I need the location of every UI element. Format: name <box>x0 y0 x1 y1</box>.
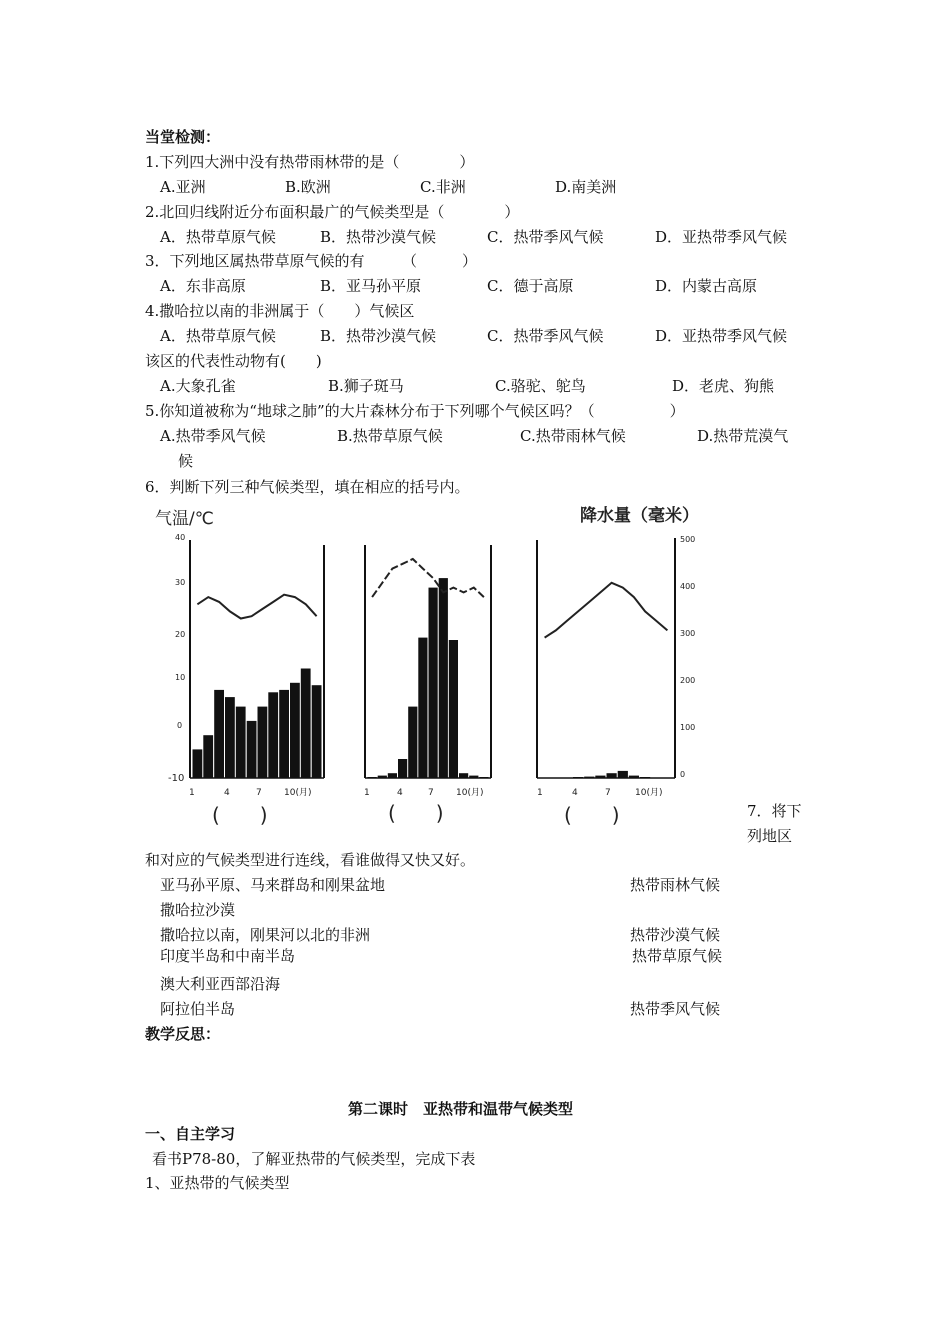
chart-1-temperature-line <box>197 595 316 619</box>
chart-3-precip-bar-8 <box>618 771 628 778</box>
q4-sub-option-c: C.骆驼、鸵鸟 <box>495 377 586 395</box>
precip-tick-200: 200 <box>680 676 696 685</box>
chart-3 <box>537 538 675 778</box>
chart-2-temperature-line <box>372 559 484 597</box>
question-1-stem: 1.下列四大洲中没有热带雨林带的是（ ） <box>145 153 475 171</box>
precip-tick-0: 0 <box>680 770 686 779</box>
chart-1-answer: ( ) <box>212 803 268 827</box>
chart-1-precip-bar-10 <box>290 683 300 778</box>
region-3[interactable]: 撒哈拉以南，刚果河以北的非洲 <box>160 926 371 944</box>
climate-charts <box>150 500 730 845</box>
subtropical-subtitle: 1、亚热带的气候类型 <box>145 1174 290 1192</box>
q7-lead-b: 列地区 <box>747 827 793 845</box>
q4-sub-option-d: D．老虎、狗熊 <box>672 377 775 395</box>
chart-2-precip-bar-7 <box>429 588 438 778</box>
chart-2 <box>365 545 491 778</box>
c3-xtick-1: 1 <box>537 788 543 798</box>
c2-xtick-1: 1 <box>364 788 370 798</box>
c3-xtick-10: 10(月) <box>635 788 663 798</box>
question-2-stem: 2.北回归线附近分布面积最广的气候类型是（ ） <box>145 203 520 221</box>
chart-1-precip-bar-6 <box>247 721 257 778</box>
c2-xtick-4: 4 <box>397 788 403 798</box>
q3-option-a: A．东非高原 <box>160 277 246 295</box>
temp-tick-minus10: -10 <box>168 773 185 784</box>
question-4-stem: 4.撒哈拉以南的非洲属于（ ）气候区 <box>145 302 415 320</box>
chart-2-precip-bar-2 <box>378 776 387 778</box>
c1-xtick-4: 4 <box>224 788 230 798</box>
q4-sub-option-b: B.狮子斑马 <box>328 377 404 395</box>
c3-xtick-7: 7 <box>605 788 611 798</box>
temperature-axis-title: 气温/℃ <box>155 509 214 529</box>
c1-xtick-7: 7 <box>256 788 262 798</box>
climate-3[interactable]: 热带草原气候 <box>632 947 723 965</box>
c2-xtick-7: 7 <box>428 788 434 798</box>
region-2[interactable]: 撒哈拉沙漠 <box>160 901 236 919</box>
q5-option-b: B.热带草原气候 <box>337 427 443 445</box>
chart-3-precip-bar-10 <box>640 777 650 778</box>
climate-4[interactable]: 热带季风气候 <box>630 1000 721 1018</box>
chart-1-precip-bar-7 <box>258 707 268 778</box>
climate-1[interactable]: 热带雨林气候 <box>630 876 721 894</box>
region-4[interactable]: 印度半岛和中南半岛 <box>160 947 296 965</box>
lesson-2-title: 第二课时 亚热带和温带气候类型 <box>348 1100 574 1118</box>
q5-option-d: D.热带荒漠气 <box>697 427 789 445</box>
q1-option-d: D.南美洲 <box>555 178 617 196</box>
chart-1-precip-bar-3 <box>214 690 224 778</box>
section-title: 当堂检测： <box>145 128 221 146</box>
q1-option-c: C.非洲 <box>420 178 466 196</box>
chart-1-precip-bar-11 <box>301 669 311 779</box>
chart-2-precip-bar-3 <box>388 773 397 778</box>
temp-tick-10: 10 <box>175 673 186 682</box>
chart-2-precip-bar-1 <box>368 777 377 778</box>
q5-option-d-wrap: 候 <box>178 452 194 470</box>
q2-option-d: D．亚热带季风气候 <box>655 228 788 246</box>
chart-2-precip-bar-6 <box>418 638 427 778</box>
instruction-text: 看书P78-80，了解亚热带的气候类型，完成下表 <box>152 1150 476 1168</box>
precipitation-axis-title: 降水量（毫米） <box>580 506 699 526</box>
question-4-sub-stem: 该区的代表性动物有( ) <box>145 352 322 370</box>
q2-option-a: A．热带草原气候 <box>160 228 276 246</box>
question-5-stem: 5.你知道被称为“地球之肺”的大片森林分布于下列哪个气候区吗？（ ） <box>145 402 685 420</box>
q4-option-d: D．亚热带季风气候 <box>655 327 788 345</box>
region-5[interactable]: 澳大利亚西部沿海 <box>160 975 281 993</box>
q4-option-a: A．热带草原气候 <box>160 327 276 345</box>
chart-3-precip-bar-7 <box>607 773 617 778</box>
region-6[interactable]: 阿拉伯半岛 <box>160 1000 236 1018</box>
q3-option-d: D．内蒙古高原 <box>655 277 758 295</box>
chart-1-precip-bar-5 <box>236 707 246 778</box>
chart-3-precip-bar-6 <box>595 776 605 778</box>
temp-tick-40: 40 <box>175 533 186 542</box>
precip-tick-400: 400 <box>680 582 696 591</box>
chart-2-answer: ( ) <box>388 801 444 825</box>
chart-2-precip-bar-10 <box>459 773 468 778</box>
q5-option-a: A.热带季风气候 <box>160 427 266 445</box>
chart-1-precip-bar-1 <box>193 749 203 778</box>
c2-xtick-10: 10(月) <box>456 788 484 798</box>
chart-1 <box>190 540 324 778</box>
reflection-heading: 教学反思： <box>145 1025 221 1043</box>
chart-1-precip-bar-9 <box>279 690 289 778</box>
chart-3-precip-bar-4 <box>573 777 583 778</box>
temp-tick-0: 0 <box>177 721 183 730</box>
chart-1-precip-bar-8 <box>268 692 278 778</box>
c1-xtick-10: 10(月) <box>284 788 312 798</box>
precip-tick-300: 300 <box>680 629 696 638</box>
question-3-stem: 3．下列地区属热带草原气候的有 （ ） <box>145 252 478 270</box>
climate-2[interactable]: 热带沙漠气候 <box>630 926 721 944</box>
q4-option-b: B．热带沙漠气候 <box>320 327 437 345</box>
q4-sub-option-a: A.大象孔雀 <box>160 377 236 395</box>
precip-tick-500: 500 <box>680 535 696 544</box>
q5-option-c: C.热带雨林气候 <box>520 427 626 445</box>
q3-option-b: B．亚马孙平原 <box>320 277 422 295</box>
chart-1-precip-bar-4 <box>225 697 235 778</box>
chart-2-precip-bar-5 <box>408 707 417 778</box>
region-1[interactable]: 亚马孙平原、马来群岛和刚果盆地 <box>160 876 386 894</box>
q2-option-b: B．热带沙漠气候 <box>320 228 437 246</box>
temp-tick-30: 30 <box>175 578 186 587</box>
self-study-heading: 一、自主学习 <box>145 1125 236 1143</box>
chart-3-precip-bar-5 <box>584 777 594 778</box>
q4-option-c: C．热带季风气候 <box>487 327 604 345</box>
chart-3-temperature-line <box>545 583 668 638</box>
c1-xtick-1: 1 <box>189 788 195 798</box>
question-7-stem: 和对应的气候类型进行连线，看谁做得又快又好。 <box>145 851 476 869</box>
chart-3-answer: ( ) <box>564 803 620 827</box>
chart-2-precip-bar-4 <box>398 759 407 778</box>
chart-2-precip-bar-9 <box>449 640 458 778</box>
c3-xtick-4: 4 <box>572 788 578 798</box>
temp-tick-20: 20 <box>175 630 186 639</box>
chart-2-precip-bar-8 <box>439 578 448 778</box>
precip-tick-100: 100 <box>680 723 696 732</box>
q1-option-a: A.亚洲 <box>160 178 206 196</box>
chart-2-precip-bar-12 <box>479 777 488 778</box>
chart-2-precip-bar-11 <box>469 776 478 778</box>
q3-option-c: C．德于高原 <box>487 277 574 295</box>
chart-1-precip-bar-12 <box>312 685 322 778</box>
chart-3-precip-bar-9 <box>629 776 639 778</box>
chart-1-precip-bar-2 <box>203 735 213 778</box>
question-6-stem: 6．判断下列三种气候类型，填在相应的括号内。 <box>145 478 470 496</box>
q7-lead-a: 7．将下 <box>747 802 802 820</box>
q2-option-c: C．热带季风气候 <box>487 228 604 246</box>
q1-option-b: B.欧洲 <box>285 178 331 196</box>
